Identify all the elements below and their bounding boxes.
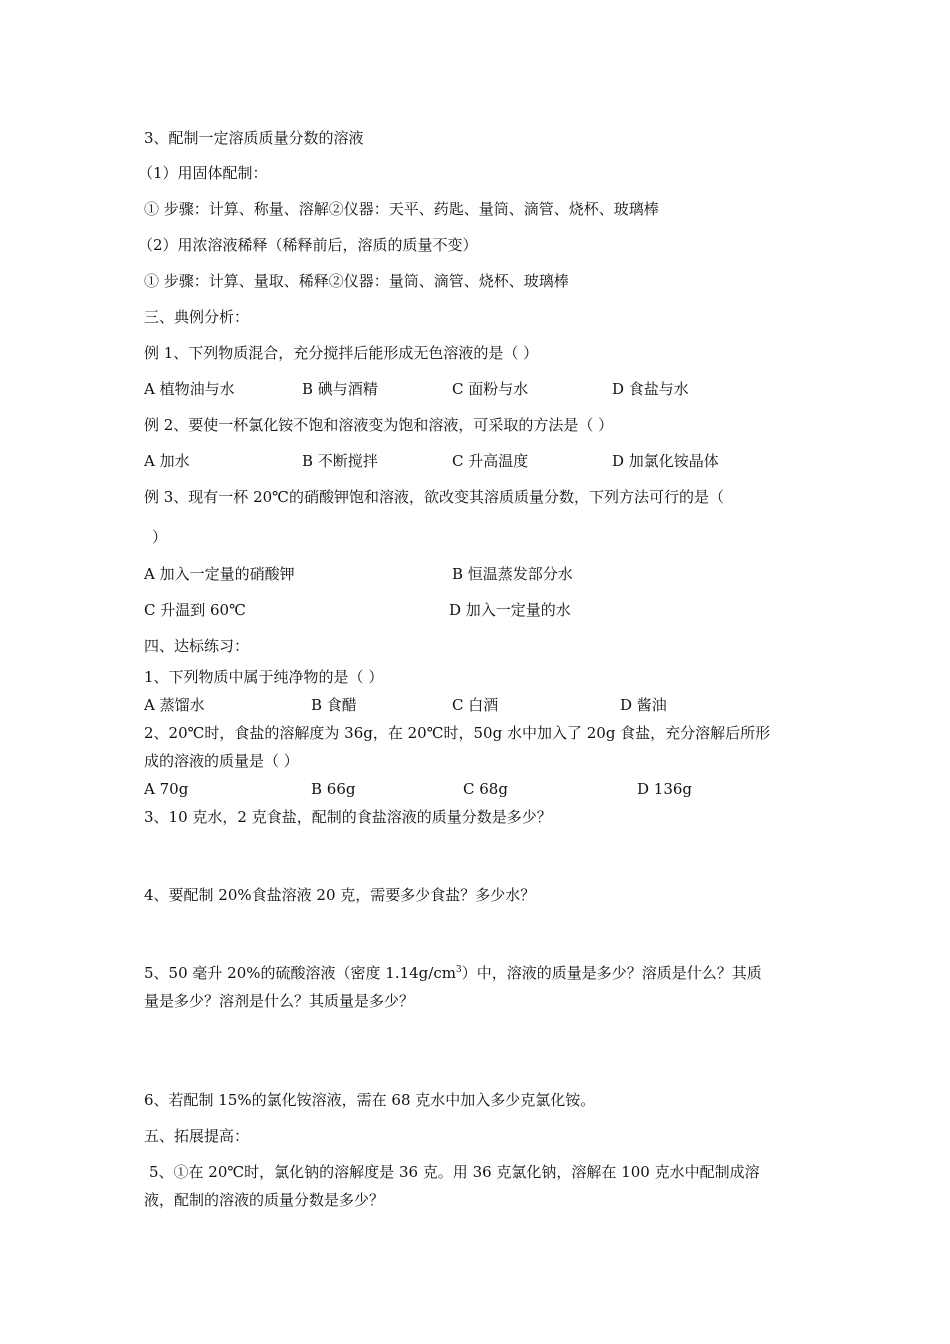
example-1-option-d: D 食盐与水 (612, 380, 689, 398)
example-3-question-cont: ） (152, 528, 168, 546)
practice-2-option-d: D 136g (637, 780, 693, 798)
dilute-method-steps: ① 步骤：计算、量取、稀释②仪器：量筒、滴管、烧杯、玻璃棒 (144, 272, 569, 290)
practice-2-option-a: A 70g (144, 780, 189, 798)
solid-method-title: （1）用固体配制： (138, 164, 268, 182)
example-3-option-b: B 恒温蒸发部分水 (452, 565, 573, 583)
practice-2-question-line1: 2、20℃时，食盐的溶解度为 36g，在 20℃时，50g 水中加入了 20g 食盐，充分溶解后所形 (144, 724, 771, 742)
practice-1-question: 1、下列物质中属于纯净物的是（ ） (144, 668, 384, 686)
practice-1-option-a: A 蒸馏水 (144, 696, 205, 714)
example-1-option-c: C 面粉与水 (452, 380, 529, 398)
practice-5-question-line2: 量是多少？溶剂是什么？其质量是多少？ (144, 992, 415, 1010)
practice-heading: 四、达标练习： (144, 637, 250, 655)
section3-title: 3、配制一定溶质质量分数的溶液 (144, 129, 364, 147)
example-2-option-a: A 加水 (144, 452, 190, 470)
practice-2-option-c: C 68g (463, 780, 508, 798)
solid-method-steps: ① 步骤：计算、称量、溶解②仪器：天平、药匙、量筒、滴管、烧杯、玻璃棒 (144, 200, 659, 218)
example-2-option-d: D 加氯化铵晶体 (612, 452, 719, 470)
extension-5-question-line2: 液，配制的溶液的质量分数是多少？ (144, 1191, 385, 1209)
example-3-option-a: A 加入一定量的硝酸钾 (144, 565, 295, 583)
dilute-method-title: （2）用浓溶液稀释（稀释前后，溶质的质量不变） (138, 236, 478, 254)
example-1-option-b: B 碘与酒精 (302, 380, 378, 398)
example-2-option-b: B 不断搅拌 (302, 452, 378, 470)
extension-heading: 五、拓展提高： (144, 1127, 250, 1145)
practice-1-option-b: B 食醋 (311, 696, 357, 714)
practice-3-question: 3、10 克水，2 克食盐，配制的食盐溶液的质量分数是多少？ (144, 808, 552, 826)
practice-1-option-d: D 酱油 (620, 696, 667, 714)
practice-6-question: 6、若配制 15%的氯化铵溶液，需在 68 克水中加入多少克氯化铵。 (144, 1091, 596, 1109)
example-1-option-a: A 植物油与水 (144, 380, 235, 398)
practice-4-question: 4、要配制 20%食盐溶液 20 克，需要多少食盐？多少水？ (144, 886, 536, 904)
example-2-question: 例 2、要使一杯氯化铵不饱和溶液变为饱和溶液，可采取的方法是（ ） (144, 416, 614, 434)
example-2-option-c: C 升高温度 (452, 452, 529, 470)
practice-2-question-line2: 成的溶液的质量是（ ） (144, 752, 299, 770)
practice-5-question-line1 (144, 963, 762, 983)
practice-1-option-c: C 白酒 (452, 696, 499, 714)
example-3-option-d: D 加入一定量的水 (449, 601, 571, 619)
example-3-question: 例 3、现有一杯 20℃的硝酸钾饱和溶液，欲改变其溶质质量分数，下列方法可行的是（ (144, 488, 724, 506)
practice-5-superscript: 3 (455, 965, 462, 975)
example-3-option-c: C 升温到 60℃ (144, 601, 246, 619)
example-1-question: 例 1、下列物质混合，充分搅拌后能形成无色溶液的是（ ） (144, 344, 539, 362)
examples-heading: 三、典例分析： (144, 308, 250, 326)
practice-2-option-b: B 66g (311, 780, 356, 798)
extension-5-question-line1: 5、①在 20℃时，氯化钠的溶解度是 36 克。用 36 克氯化钠，溶解在 100 克水中配制成溶 (149, 1163, 760, 1181)
practice-5-text-b: ）中，溶液的质量是多少？溶质是什么？其质 (461, 964, 762, 982)
practice-5-text-a: 5、50 毫升 20%的硫酸溶液（密度 1.14g/cm (144, 964, 456, 982)
